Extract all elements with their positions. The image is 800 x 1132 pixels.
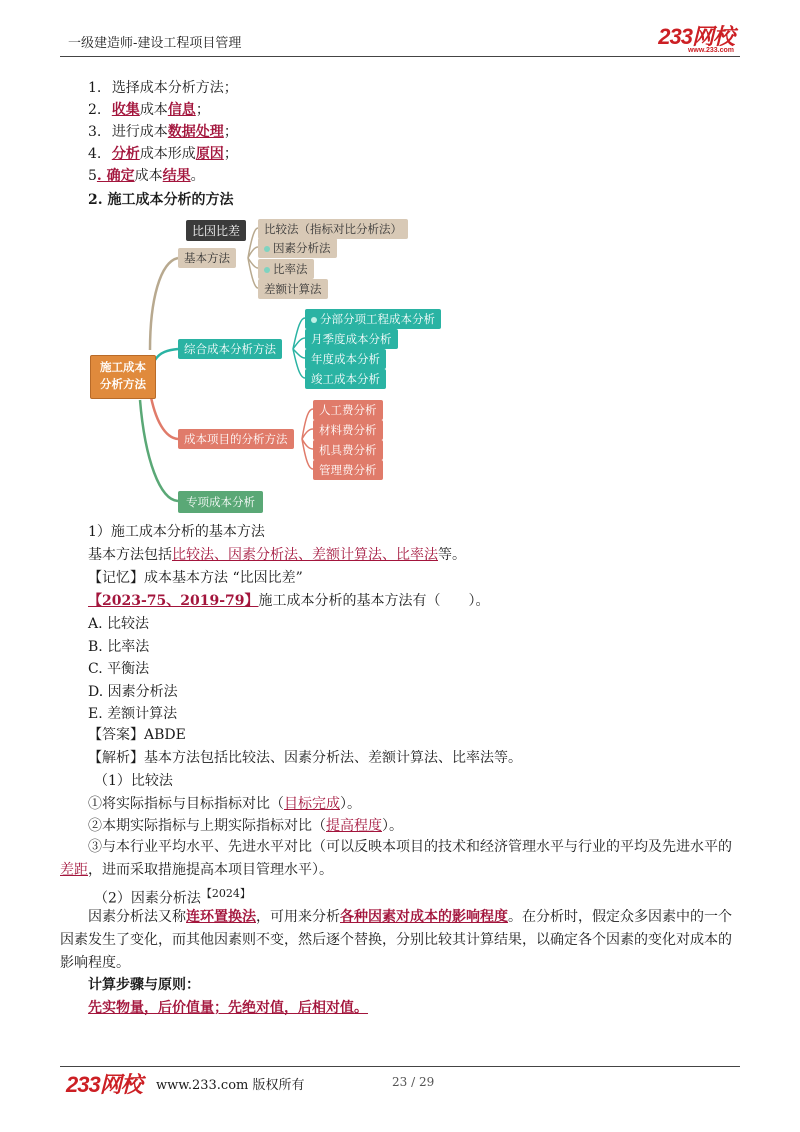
mindmap-leaf-ratio: 比率法 [258,259,314,279]
mindmap-leaf-subitem: 分部分项工程成本分析 [305,309,441,329]
option-item: B. 比率法 [88,638,150,655]
mindmap-leaf-factor: 因素分析法 [258,238,337,258]
key-term: 分析 [111,146,140,162]
brand-logo: 233网校 www.233.com [658,24,734,54]
factor-paragraph: 因素分析法又称连环置换法，可用来分析各种因素对成本的影响程度。在分析时，假定众多因素中的一个因素发生了变化，而其他因素则不变，然后逐个替换，分别比较其计算结果，以确定各个因素的变化对成本的影响程度。 [60,909,732,971]
mindmap-leaf-completion: 竣工成本分析 [305,369,386,389]
factor-title: （2）因素分析法$^{【2024】}$ [94,887,251,907]
memory-note: 【记忆】成本基本方法 “比因比差” [88,570,303,586]
comparison-title: （1）比较法 [94,773,173,789]
bullet-dot-icon [311,317,317,323]
step-text: 成本 [134,168,163,184]
bullet-dot-icon [264,246,270,252]
option-item: A. 比较法 [88,616,150,632]
step-number: 3. [88,124,106,140]
key-term: 数据处理 [167,124,224,140]
calc-rule: 先实物量，后价值量；先绝对值，后相对值。 [88,1000,368,1016]
option-item: E. 差额计算法 [88,706,178,722]
key-term: 结果 [162,168,191,184]
mindmap-branch-comprehensive: 综合成本分析方法 [178,339,282,359]
step-text: 成本 [139,102,168,118]
comparison-item-2: ②本期实际指标与上期实际指标对比（提高程度）。 [88,818,403,834]
step-text: ； [223,124,238,140]
calc-steps-title: 计算步骤与原则： [88,977,200,993]
mindmap-mnemonic-tag: 比因比差 [186,220,246,241]
footer-logo: 233网校 [66,1072,142,1097]
mindmap-leaf-management: 管理费分析 [313,460,383,480]
option-item: C. 平衡法 [88,661,150,677]
comparison-item-3: ③与本行业平均水平、先进水平对比（可以反映本项目的技术和经济管理水平与行业的平均及先进水平的差距，进而采取措施提高本项目管理水平）。 [60,839,732,878]
analysis: 【解析】基本方法包括比较法、因素分析法、差额计算法、比率法等。 [88,750,522,766]
bullet-dot-icon [264,267,270,273]
step-text: 。 [190,168,205,184]
footer-copyright: www.233.com 版权所有 [156,1078,305,1093]
footer-divider [60,1066,740,1067]
option-item: D. 因素分析法 [88,683,178,700]
mindmap-leaf-difference: 差额计算法 [258,279,328,299]
step-number: 4. [88,146,106,162]
mindmap-leaf-annual: 年度成本分析 [305,349,386,369]
step-text: 进行成本 [111,124,168,140]
mindmap-leaf-material: 材料费分析 [313,420,383,440]
mindmap-leaf-machinery: 机具费分析 [313,440,383,460]
key-term: 收集 [111,102,140,118]
step-number: 5 [88,168,97,184]
document-header-title: 一级建造师-建设工程项目管理 [68,36,242,51]
step-text: ； [223,146,238,162]
mindmap-branch-cost-item: 成本项目的分析方法 [178,429,294,449]
step-text: ； [195,102,210,118]
mindmap-connectors [0,0,800,520]
key-term: . 确定 [96,168,135,184]
mindmap-leaf-labor: 人工费分析 [313,400,383,420]
basic-methods-line: 基本方法包括比较法、因素分析法、差额计算法、比率法等。 [88,547,466,563]
mindmap-leaf-comparison: 比较法（指标对比分析法） [258,219,408,239]
key-term: 信息 [167,102,196,118]
answer: 【答案】ABDE [88,727,186,743]
section-heading: 2. 施工成本分析的方法 [88,192,234,208]
mindmap-branch-basic: 基本方法 [178,248,236,268]
subsection-basic-methods: 1）施工成本分析的基本方法 [88,524,265,540]
key-term: 原因 [195,146,224,162]
page-number: 23 / 29 [392,1075,435,1089]
step-number: 1. [88,80,106,96]
mindmap-leaf-monthly: 月季度成本分析 [305,329,398,349]
exam-question: 【2023-75、2019-79】施工成本分析的基本方法有（ ）。 [88,593,490,609]
step-number: 2. [88,102,106,118]
comparison-item-1: ①将实际指标与目标指标对比（目标完成）。 [88,796,361,812]
step-text: 选择成本分析方法； [111,80,238,96]
mindmap-root-node: 施工成本 分析方法 [90,355,156,399]
step-text: 成本形成 [139,146,196,162]
mindmap-branch-special: 专项成本分析 [178,491,263,513]
